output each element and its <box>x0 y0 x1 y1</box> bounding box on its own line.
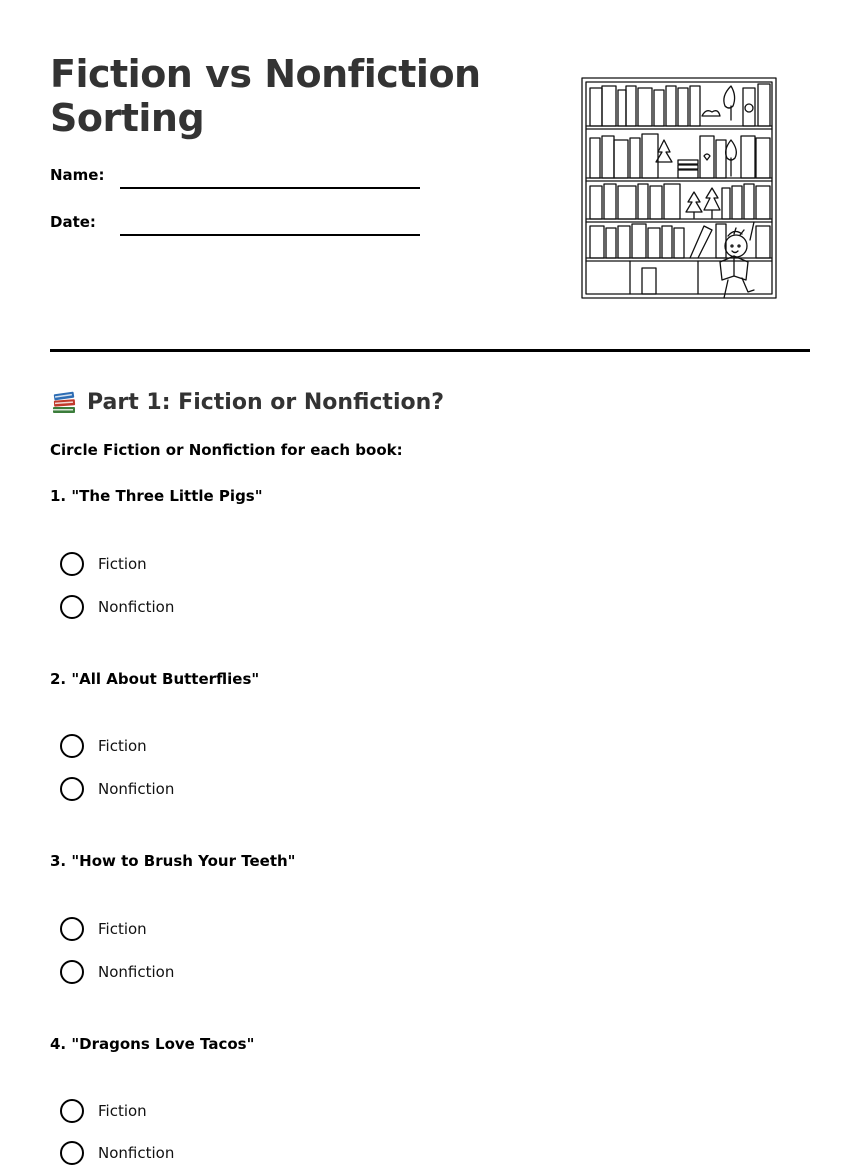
name-label: Name: <box>50 166 105 184</box>
question-3-option-fiction[interactable] <box>60 917 147 941</box>
part1-instruction: Circle Fiction or Nonfiction for each book: <box>50 441 403 459</box>
radio-circle[interactable] <box>60 595 84 619</box>
name-field[interactable] <box>120 187 420 189</box>
radio-circle[interactable] <box>60 552 84 576</box>
question-2-option-fiction[interactable] <box>60 734 147 758</box>
page-title: Fiction vs Nonfiction Sorting <box>50 52 481 140</box>
part1-heading-text: Part 1: Fiction or Nonfiction? <box>87 389 445 415</box>
option-label: Fiction <box>98 920 147 938</box>
question-4-option-fiction[interactable] <box>60 1099 147 1123</box>
radio-circle[interactable] <box>60 777 84 801</box>
radio-circle[interactable] <box>60 1099 84 1123</box>
bookshelf-illustration <box>578 72 784 310</box>
question-4: 4. "Dragons Love Tacos" <box>50 1035 255 1053</box>
question-3-option-nonfiction[interactable] <box>60 960 174 984</box>
option-label: Fiction <box>98 555 147 573</box>
question-1-option-nonfiction[interactable] <box>60 595 174 619</box>
part1-heading <box>50 388 444 416</box>
question-3: 3. "How to Brush Your Teeth" <box>50 852 296 870</box>
question-1-option-fiction[interactable] <box>60 552 147 576</box>
radio-circle[interactable] <box>60 734 84 758</box>
question-2-option-nonfiction[interactable] <box>60 777 174 801</box>
date-field[interactable] <box>120 234 420 236</box>
radio-circle[interactable] <box>60 960 84 984</box>
question-4-option-nonfiction[interactable] <box>60 1141 174 1165</box>
option-label: Nonfiction <box>98 598 175 616</box>
option-label: Nonfiction <box>98 963 175 981</box>
question-2: 2. "All About Butterflies" <box>50 670 260 688</box>
radio-circle[interactable] <box>60 1141 84 1165</box>
books-icon <box>50 388 78 416</box>
question-1: 1. "The Three Little Pigs" <box>50 487 263 505</box>
section-divider <box>50 349 810 352</box>
date-label: Date: <box>50 213 96 231</box>
radio-circle[interactable] <box>60 917 84 941</box>
option-label: Nonfiction <box>98 780 175 798</box>
option-label: Nonfiction <box>98 1144 175 1162</box>
option-label: Fiction <box>98 1102 147 1120</box>
option-label: Fiction <box>98 737 147 755</box>
